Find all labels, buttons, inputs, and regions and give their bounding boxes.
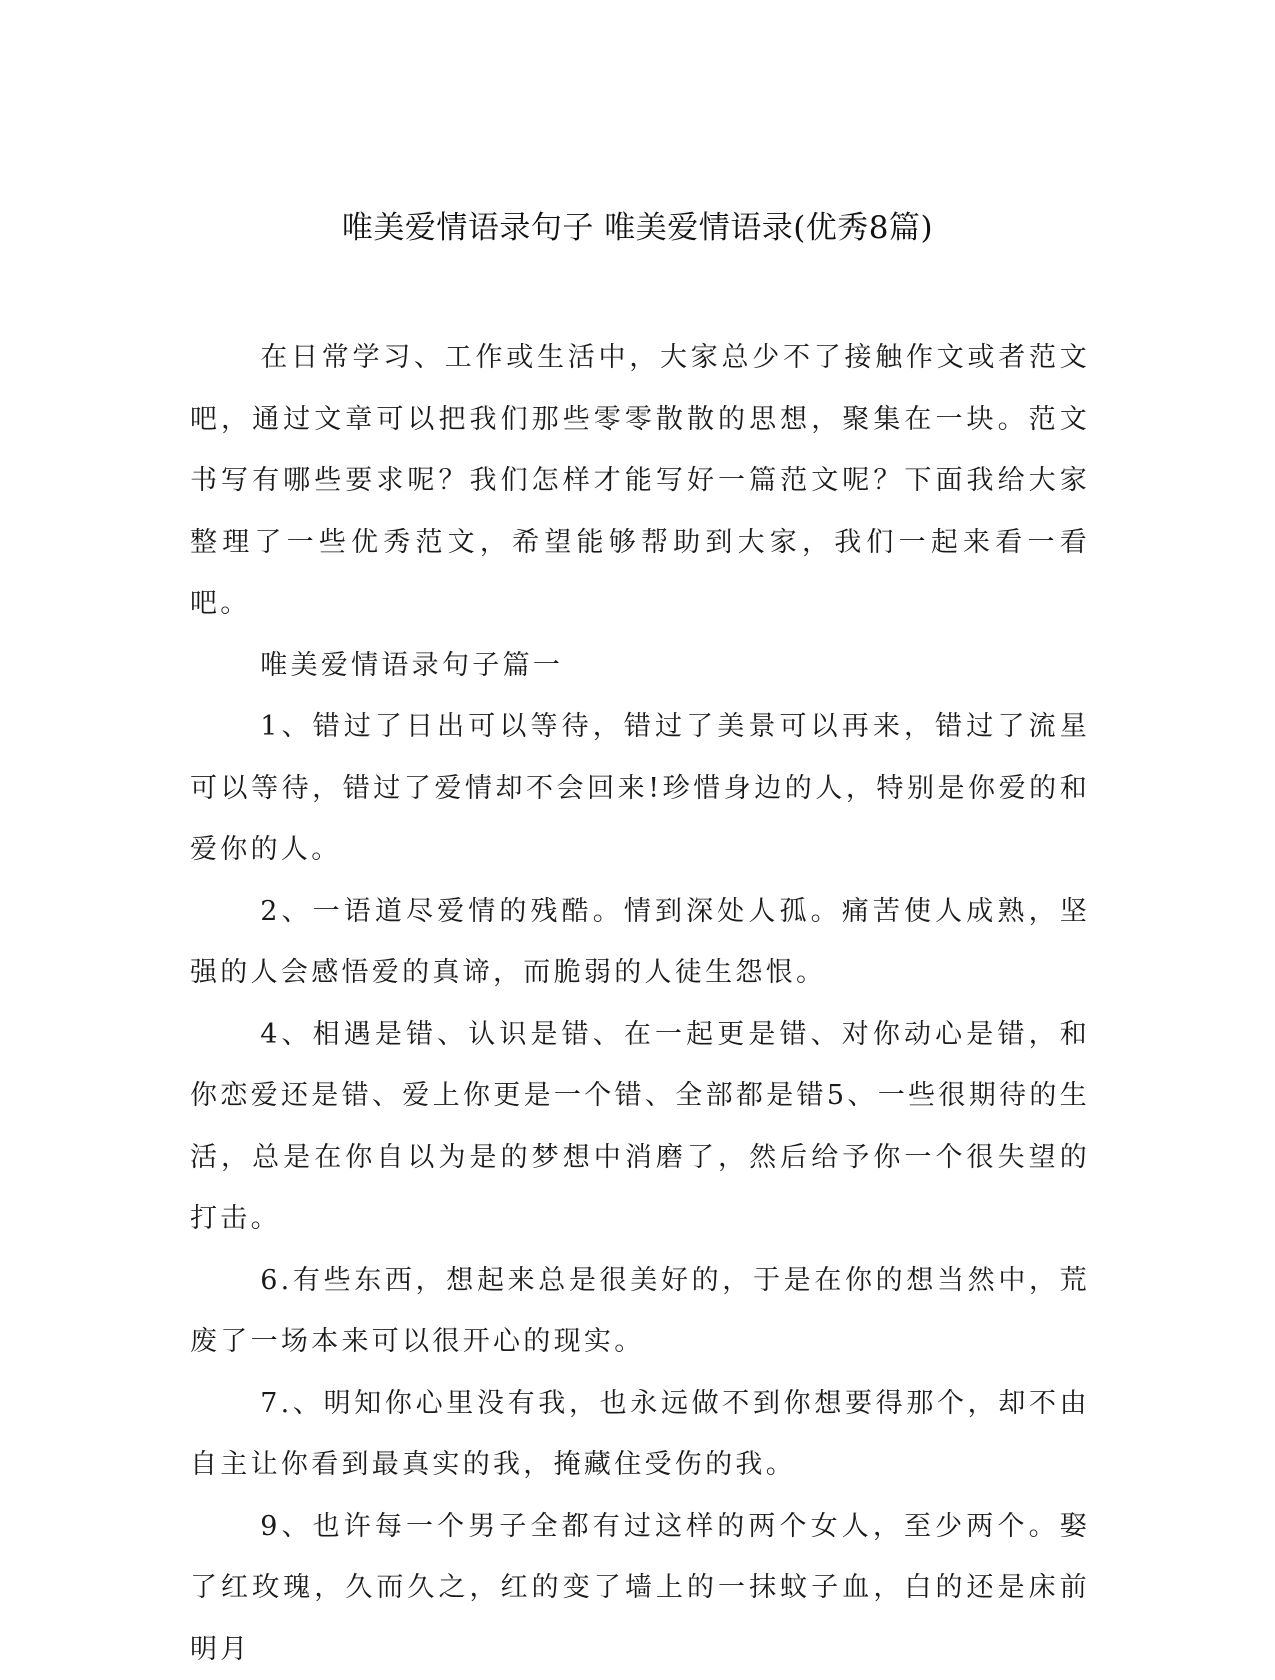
quote-paragraph: 7.、明知你心里没有我，也永远做不到你想要得那个，却不由自主让你看到最真实的我，掩藏住受伤的我。	[190, 1373, 1090, 1496]
section-heading: 唯美爱情语录句子篇一	[190, 635, 1090, 697]
intro-paragraph: 在日常学习、工作或生活中，大家总少不了接触作文或者范文吧，通过文章可以把我们那些零零散散的思想，聚集在一块。范文书写有哪些要求呢？我们怎样才能写好一篇范文呢？下面我给大家整理了一些优秀范文，希望能够帮助到大家，我们一起来看一看吧。	[190, 327, 1090, 635]
quote-paragraph: 6.有些东西，想起来总是很美好的，于是在你的想当然中，荒废了一场本来可以很开心的现实。	[190, 1250, 1090, 1373]
quote-paragraph: 4、相遇是错、认识是错、在一起更是错、对你动心是错，和你恋爱还是错、爱上你更是一个错、全部都是错5、一些很期待的生活，总是在你自以为是的梦想中消磨了，然后给予你一个很失望的打击。	[190, 1004, 1090, 1250]
document-body	[190, 327, 1090, 1680]
document-title: 唯美爱情语录句子 唯美爱情语录(优秀8篇)	[0, 208, 1275, 248]
quote-paragraph: 1、错过了日出可以等待，错过了美景可以再来，错过了流星可以等待，错过了爱情却不会回来!珍惜身边的人，特别是你爱的和爱你的人。	[190, 696, 1090, 881]
quote-paragraph: 2、一语道尽爱情的残酷。情到深处人孤。痛苦使人成熟，坚强的人会感悟爱的真谛，而脆弱的人徒生怨恨。	[190, 881, 1090, 1004]
quote-paragraph: 9、也许每一个男子全都有过这样的两个女人，至少两个。娶了红玫瑰，久而久之，红的变了墙上的一抹蚊子血，白的还是床前明月	[190, 1496, 1090, 1680]
